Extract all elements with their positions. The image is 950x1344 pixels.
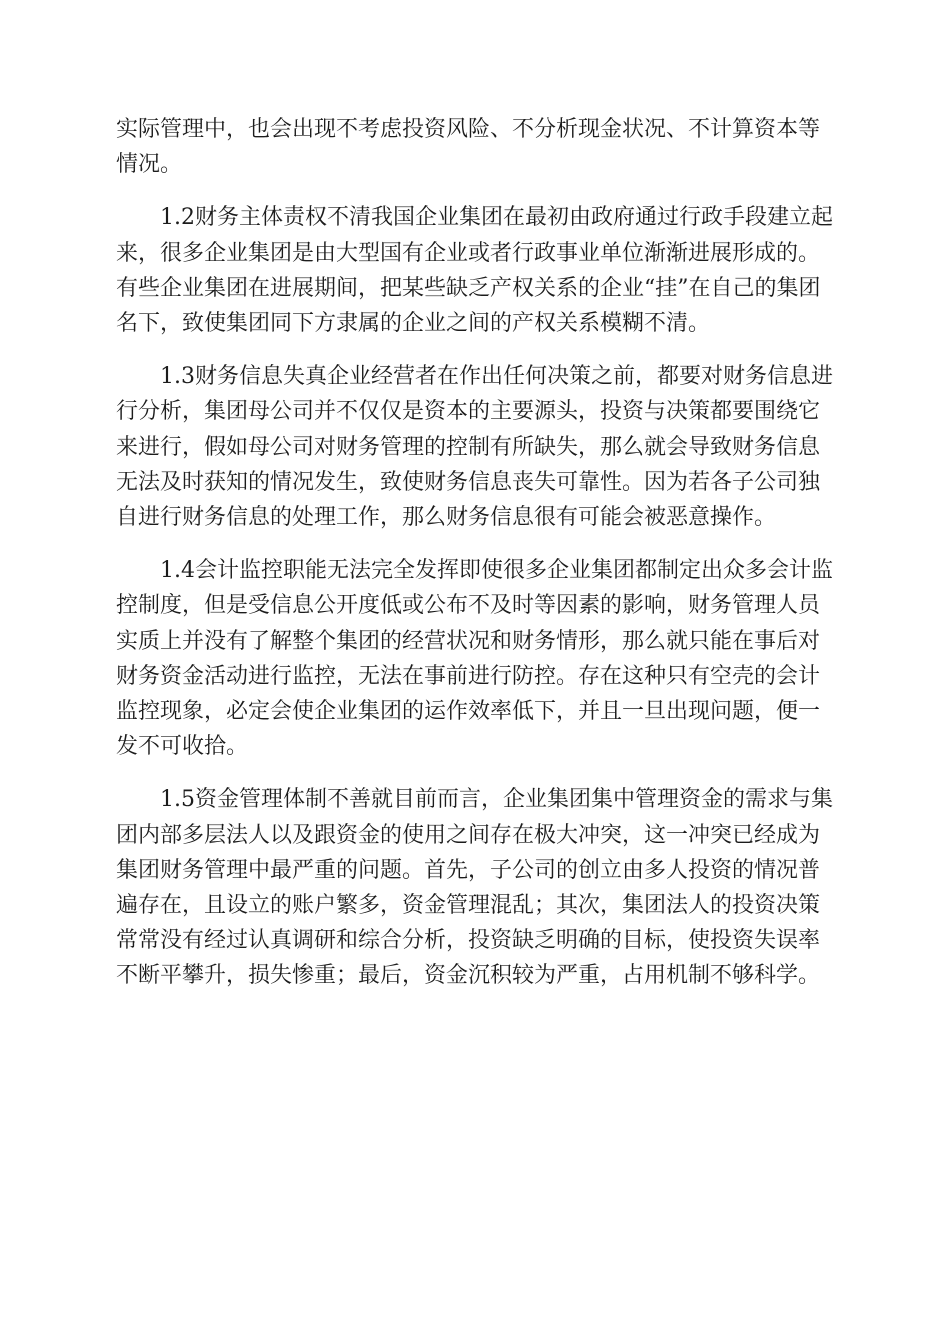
paragraph-section-1-4: 1.4会计监控职能无法完全发挥即使很多企业集团都制定出众多会计监控制度，但是受信息公开度低或公布不及时等因素的影响，财务管理人员实质上并没有了解整个集团的经营状况和财务情形，那么就只能在事后对财务资金活动进行监控，无法在事前进行防控。存在这种只有空壳的会计监控现象，必定会使企业集团的运作效率低下，并且一旦出现问题，便一发不可收拾。 [116,558,833,760]
paragraph-section-1-5: 1.5资金管理体制不善就目前而言，企业集团集中管理资金的需求与集团内部多层法人以及跟资金的使用之间存在极大冲突，这一冲突已经成为集团财务管理中最严重的问题。首先，子公司的创立由多人投资的情况普遍存在，且设立的账户繁多，资金管理混乱；其次，集团法人的投资决策常常没有经过认真调研和综合分析，投资缺乏明确的目标，使投资失误率不断平攀升，损失惨重；最后，资金沉积较为严重，占用机制不够科学。 [116,787,833,989]
paragraph-section-1-3: 1.3财务信息失真企业经营者在作出任何决策之前，都要对财务信息进行分析，集团母公司并不仅仅是资本的主要源头，投资与决策都要围绕它来进行，假如母公司对财务管理的控制有所缺失，那么就会导致财务信息无法及时获知的情况发生，致使财务信息丧失可靠性。因为若各子公司独自进行财务信息的处理工作，那么财务信息很有可能会被恶意操作。 [116,364,833,531]
paragraph-intro-continuation: 实际管理中，也会出现不考虑投资风险、不分析现金状况、不计算资本等情况。 [116,117,821,178]
paragraph-section-1-2: 1.2财务主体责权不清我国企业集团在最初由政府通过行政手段建立起来，很多企业集团是由大型国有企业或者行政事业单位渐渐进展形成的。有些企业集团在进展期间，把某些缺乏产权关系的企业“挂”在自己的集团名下，致使集团同下方隶属的企业之间的产权关系模糊不清。 [116,205,833,337]
document-body [116,112,836,1012]
